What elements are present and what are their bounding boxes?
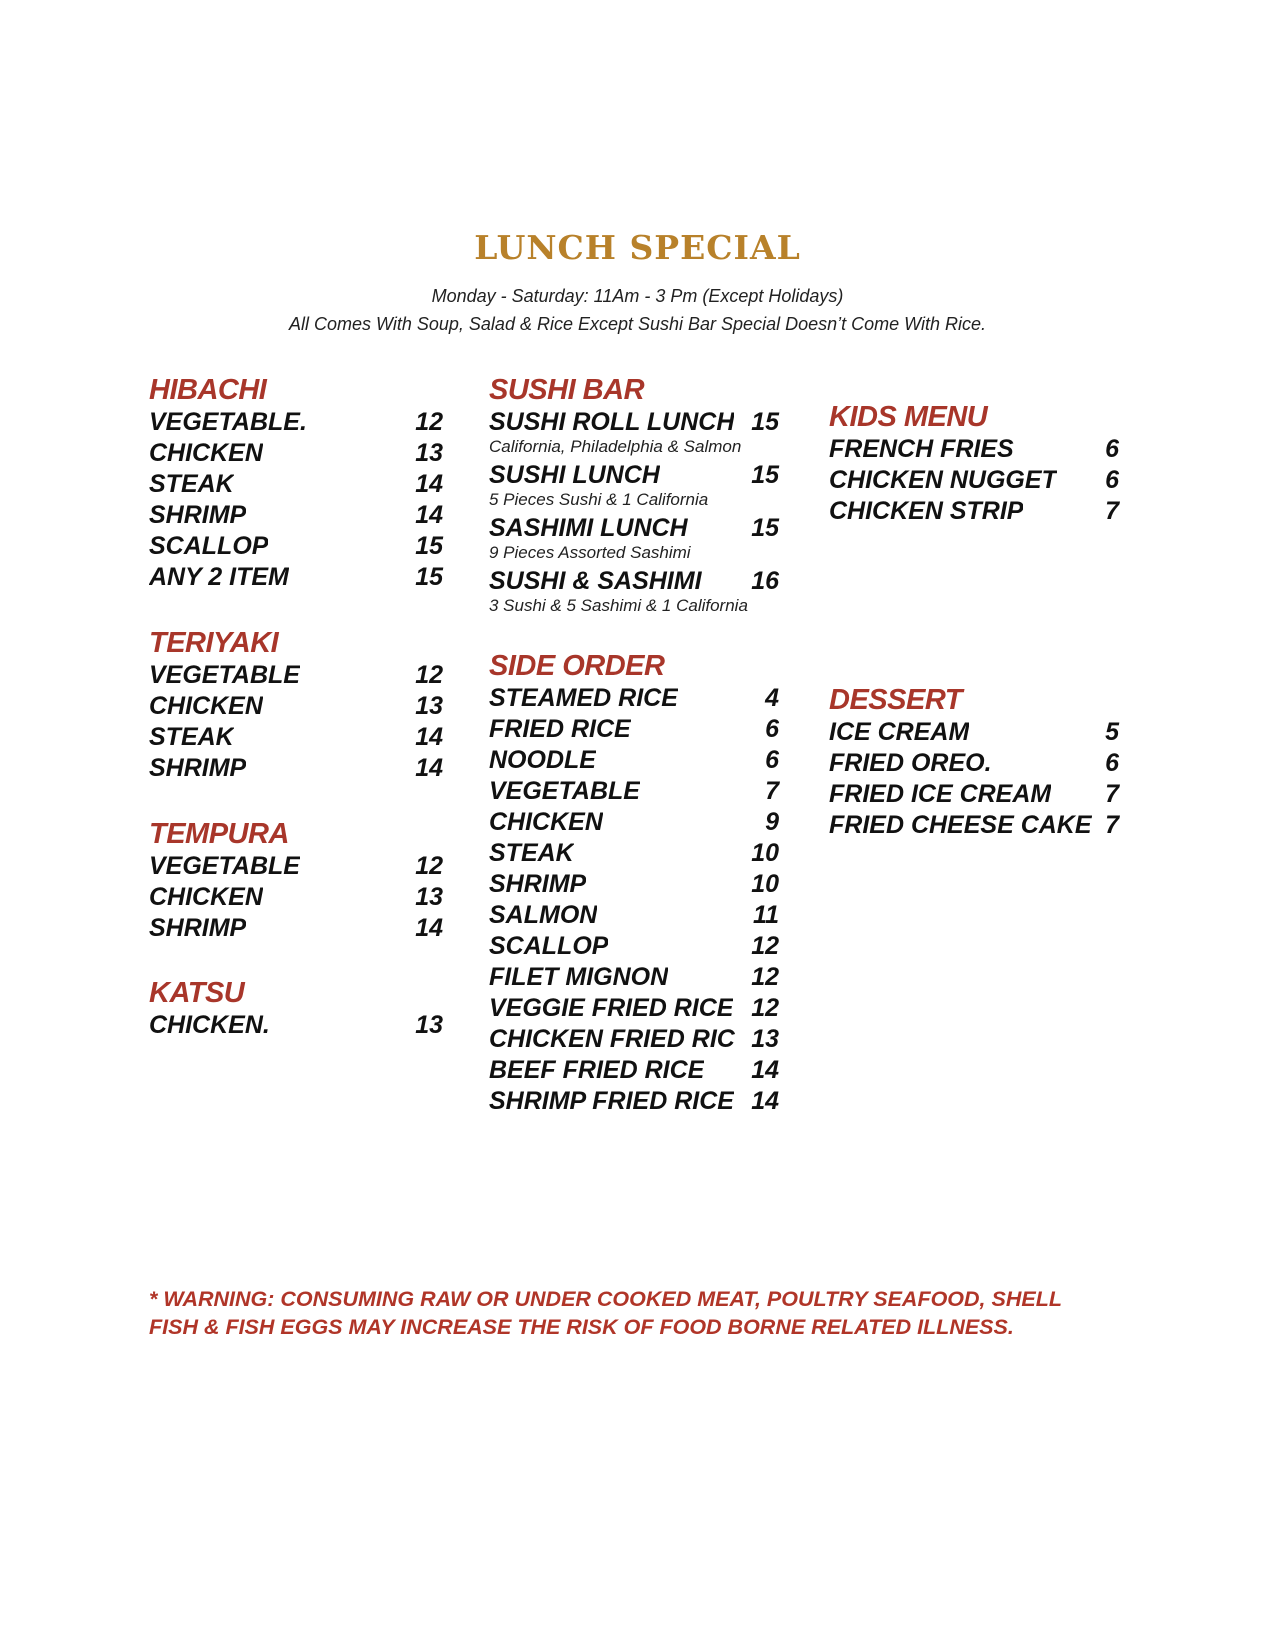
item-description: 9 Pieces Assorted Sashimi xyxy=(489,543,691,562)
item-price: 6 xyxy=(1105,466,1119,494)
item-price: 13 xyxy=(415,1011,443,1039)
item-description: 3 Sushi & 5 Sashimi & 1 California xyxy=(489,596,748,615)
dessert-section xyxy=(829,683,1119,841)
item-name: VEGETABLE xyxy=(149,661,300,689)
menu-item xyxy=(489,931,779,962)
item-price: 12 xyxy=(415,852,443,880)
menu-item xyxy=(829,810,1119,841)
menu-item xyxy=(149,438,443,469)
item-name: SASHIMI LUNCH xyxy=(489,514,688,542)
item-name: FRENCH FRIES xyxy=(829,435,1014,463)
menu-item xyxy=(489,745,779,776)
item-price: 13 xyxy=(415,692,443,720)
menu-item xyxy=(149,531,443,562)
item-price: 7 xyxy=(1105,780,1119,808)
teriyaki-section xyxy=(149,626,443,784)
menu-item xyxy=(149,407,443,438)
item-name: FRIED RICE xyxy=(489,715,631,743)
item-name: CHICKEN xyxy=(149,439,263,467)
tempura-section xyxy=(149,817,443,944)
section-title-katsu: KATSU xyxy=(149,977,245,1009)
menu-item xyxy=(489,776,779,807)
hibachi-section xyxy=(149,373,443,593)
item-description: 5 Pieces Sushi & 1 California xyxy=(489,490,709,509)
menu-item xyxy=(149,913,443,944)
menu-item xyxy=(829,465,1119,496)
item-name: STEAK xyxy=(149,723,234,751)
item-name: STEAMED RICE xyxy=(489,684,678,712)
item-name: SHRIMP xyxy=(149,754,247,782)
menu-item xyxy=(149,722,443,753)
item-name: CHICKEN xyxy=(149,883,263,911)
item-name: FRIED OREO. xyxy=(829,749,992,777)
section-title-tempura: TEMPURA xyxy=(149,818,289,850)
item-price: 7 xyxy=(765,777,779,805)
item-price: 15 xyxy=(751,514,779,542)
menu-item xyxy=(489,683,779,714)
item-name: SUSHI LUNCH xyxy=(489,461,660,489)
menu-item xyxy=(489,1055,779,1086)
item-name: ANY 2 ITEM xyxy=(149,563,289,591)
item-price: 14 xyxy=(415,723,443,751)
kids-menu-section xyxy=(829,400,1119,527)
item-name: NOODLE xyxy=(489,746,596,774)
item-price: 10 xyxy=(751,870,779,898)
item-name: SALMON xyxy=(489,901,598,929)
section-title-side-order: SIDE ORDER xyxy=(489,650,665,682)
warning-line-1: * WARNING: CONSUMING RAW OR UNDER COOKED MEAT, POULTRY SEAFOOD, SHELL xyxy=(149,1287,1062,1311)
item-price: 9 xyxy=(765,808,779,836)
menu-item xyxy=(489,513,779,543)
katsu-section xyxy=(149,976,443,1041)
item-price: 13 xyxy=(415,439,443,467)
section-title-hibachi: HIBACHI xyxy=(149,374,267,406)
menu-item xyxy=(489,460,779,490)
menu-item xyxy=(489,962,779,993)
menu-item xyxy=(149,851,443,882)
menu-item xyxy=(829,779,1119,810)
item-name: SHRIMP FRIED RICE xyxy=(489,1087,734,1115)
item-price: 12 xyxy=(751,963,779,991)
menu-item xyxy=(149,500,443,531)
item-name: CHICKEN xyxy=(149,692,263,720)
hours-line: Monday - Saturday: 11Am - 3 Pm (Except Holidays) xyxy=(431,286,844,306)
item-price: 15 xyxy=(751,408,779,436)
item-name: CHICKEN. xyxy=(149,1011,270,1039)
warning-line-2: FISH & FISH EGGS MAY INCREASE THE RISK OF FOOD BORNE RELATED ILLNESS. xyxy=(149,1315,1014,1339)
item-name: FRIED ICE CREAM xyxy=(829,780,1052,808)
item-name: FILET MIGNON xyxy=(489,963,669,991)
item-name: FRIED CHEESE CAKE xyxy=(829,811,1092,839)
menu-item xyxy=(489,1024,779,1055)
item-price: 7 xyxy=(1105,497,1119,525)
item-price: 14 xyxy=(415,914,443,942)
item-name: CHICKEN STRIP xyxy=(829,497,1024,525)
menu-item xyxy=(149,660,443,691)
item-price: 15 xyxy=(415,532,443,560)
menu-item xyxy=(489,807,779,838)
item-name: VEGGIE FRIED RICE xyxy=(489,994,734,1022)
item-price: 6 xyxy=(765,715,779,743)
menu-item xyxy=(829,496,1119,527)
item-price: 6 xyxy=(1105,749,1119,777)
item-name: STEAK xyxy=(149,470,234,498)
item-name: BEEF FRIED RICE xyxy=(489,1056,705,1084)
item-price: 10 xyxy=(751,839,779,867)
menu-item xyxy=(489,869,779,900)
item-price: 13 xyxy=(751,1025,779,1053)
item-name: SCALLOP xyxy=(149,532,269,560)
item-name: STEAK xyxy=(489,839,574,867)
item-price: 14 xyxy=(751,1087,779,1115)
side-order-section xyxy=(489,649,779,1117)
item-price: 15 xyxy=(751,461,779,489)
item-name: SHRIMP xyxy=(149,501,247,529)
item-price: 14 xyxy=(751,1056,779,1084)
menu-item xyxy=(489,407,779,437)
item-price: 12 xyxy=(415,408,443,436)
menu-item xyxy=(149,469,443,500)
item-price: 6 xyxy=(765,746,779,774)
item-price: 14 xyxy=(415,470,443,498)
menu-item xyxy=(489,993,779,1024)
item-price: 12 xyxy=(751,932,779,960)
menu-item xyxy=(829,434,1119,465)
item-price: 5 xyxy=(1105,718,1119,746)
menu-item xyxy=(489,1086,779,1117)
item-price: 7 xyxy=(1105,811,1119,839)
item-name: CHICKEN NUGGET xyxy=(829,466,1057,494)
menu-item xyxy=(149,691,443,722)
section-title-sushi-bar: SUSHI BAR xyxy=(489,374,645,406)
item-price: 11 xyxy=(753,901,779,929)
menu-item xyxy=(829,717,1119,748)
menu-item xyxy=(829,748,1119,779)
menu-item xyxy=(489,900,779,931)
item-price: 13 xyxy=(415,883,443,911)
section-title-teriyaki: TERIYAKI xyxy=(149,627,279,659)
section-title-dessert: DESSERT xyxy=(829,684,962,716)
item-name: VEGETABLE xyxy=(489,777,640,805)
item-name: SHRIMP xyxy=(489,870,587,898)
item-price: 6 xyxy=(1105,435,1119,463)
included-note: All Comes With Soup, Salad & Rice Except Sushi Bar Special Doesn’t Come With Rice. xyxy=(289,314,986,334)
menu-item xyxy=(149,882,443,913)
food-safety-warning xyxy=(149,1285,1129,1341)
menu-item xyxy=(489,566,779,596)
item-name: VEGETABLE. xyxy=(149,408,307,436)
item-name: CHICKEN xyxy=(489,808,603,836)
sushi-bar-section xyxy=(489,373,779,619)
item-name: VEGETABLE xyxy=(149,852,300,880)
page-title: LUNCH SPECIAL xyxy=(474,228,801,267)
menu-item xyxy=(149,562,443,593)
menu-item xyxy=(489,714,779,745)
item-price: 14 xyxy=(415,754,443,782)
menu-item xyxy=(489,838,779,869)
item-price: 15 xyxy=(415,563,443,591)
section-title-kids-menu: KIDS MENU xyxy=(829,401,988,433)
item-name: SUSHI & SASHIMI xyxy=(489,567,702,595)
item-name: CHICKEN FRIED RIC xyxy=(489,1025,735,1053)
item-price: 12 xyxy=(415,661,443,689)
item-name: ICE CREAM xyxy=(829,718,970,746)
item-name: SHRIMP xyxy=(149,914,247,942)
item-price: 12 xyxy=(751,994,779,1022)
item-price: 4 xyxy=(765,684,779,712)
item-name: SUSHI ROLL LUNCH xyxy=(489,408,735,436)
menu-item xyxy=(149,753,443,784)
item-name: SCALLOP xyxy=(489,932,609,960)
item-price: 14 xyxy=(415,501,443,529)
item-description: California, Philadelphia & Salmon xyxy=(489,437,742,456)
item-price: 16 xyxy=(751,567,779,595)
menu-item xyxy=(149,1010,443,1041)
